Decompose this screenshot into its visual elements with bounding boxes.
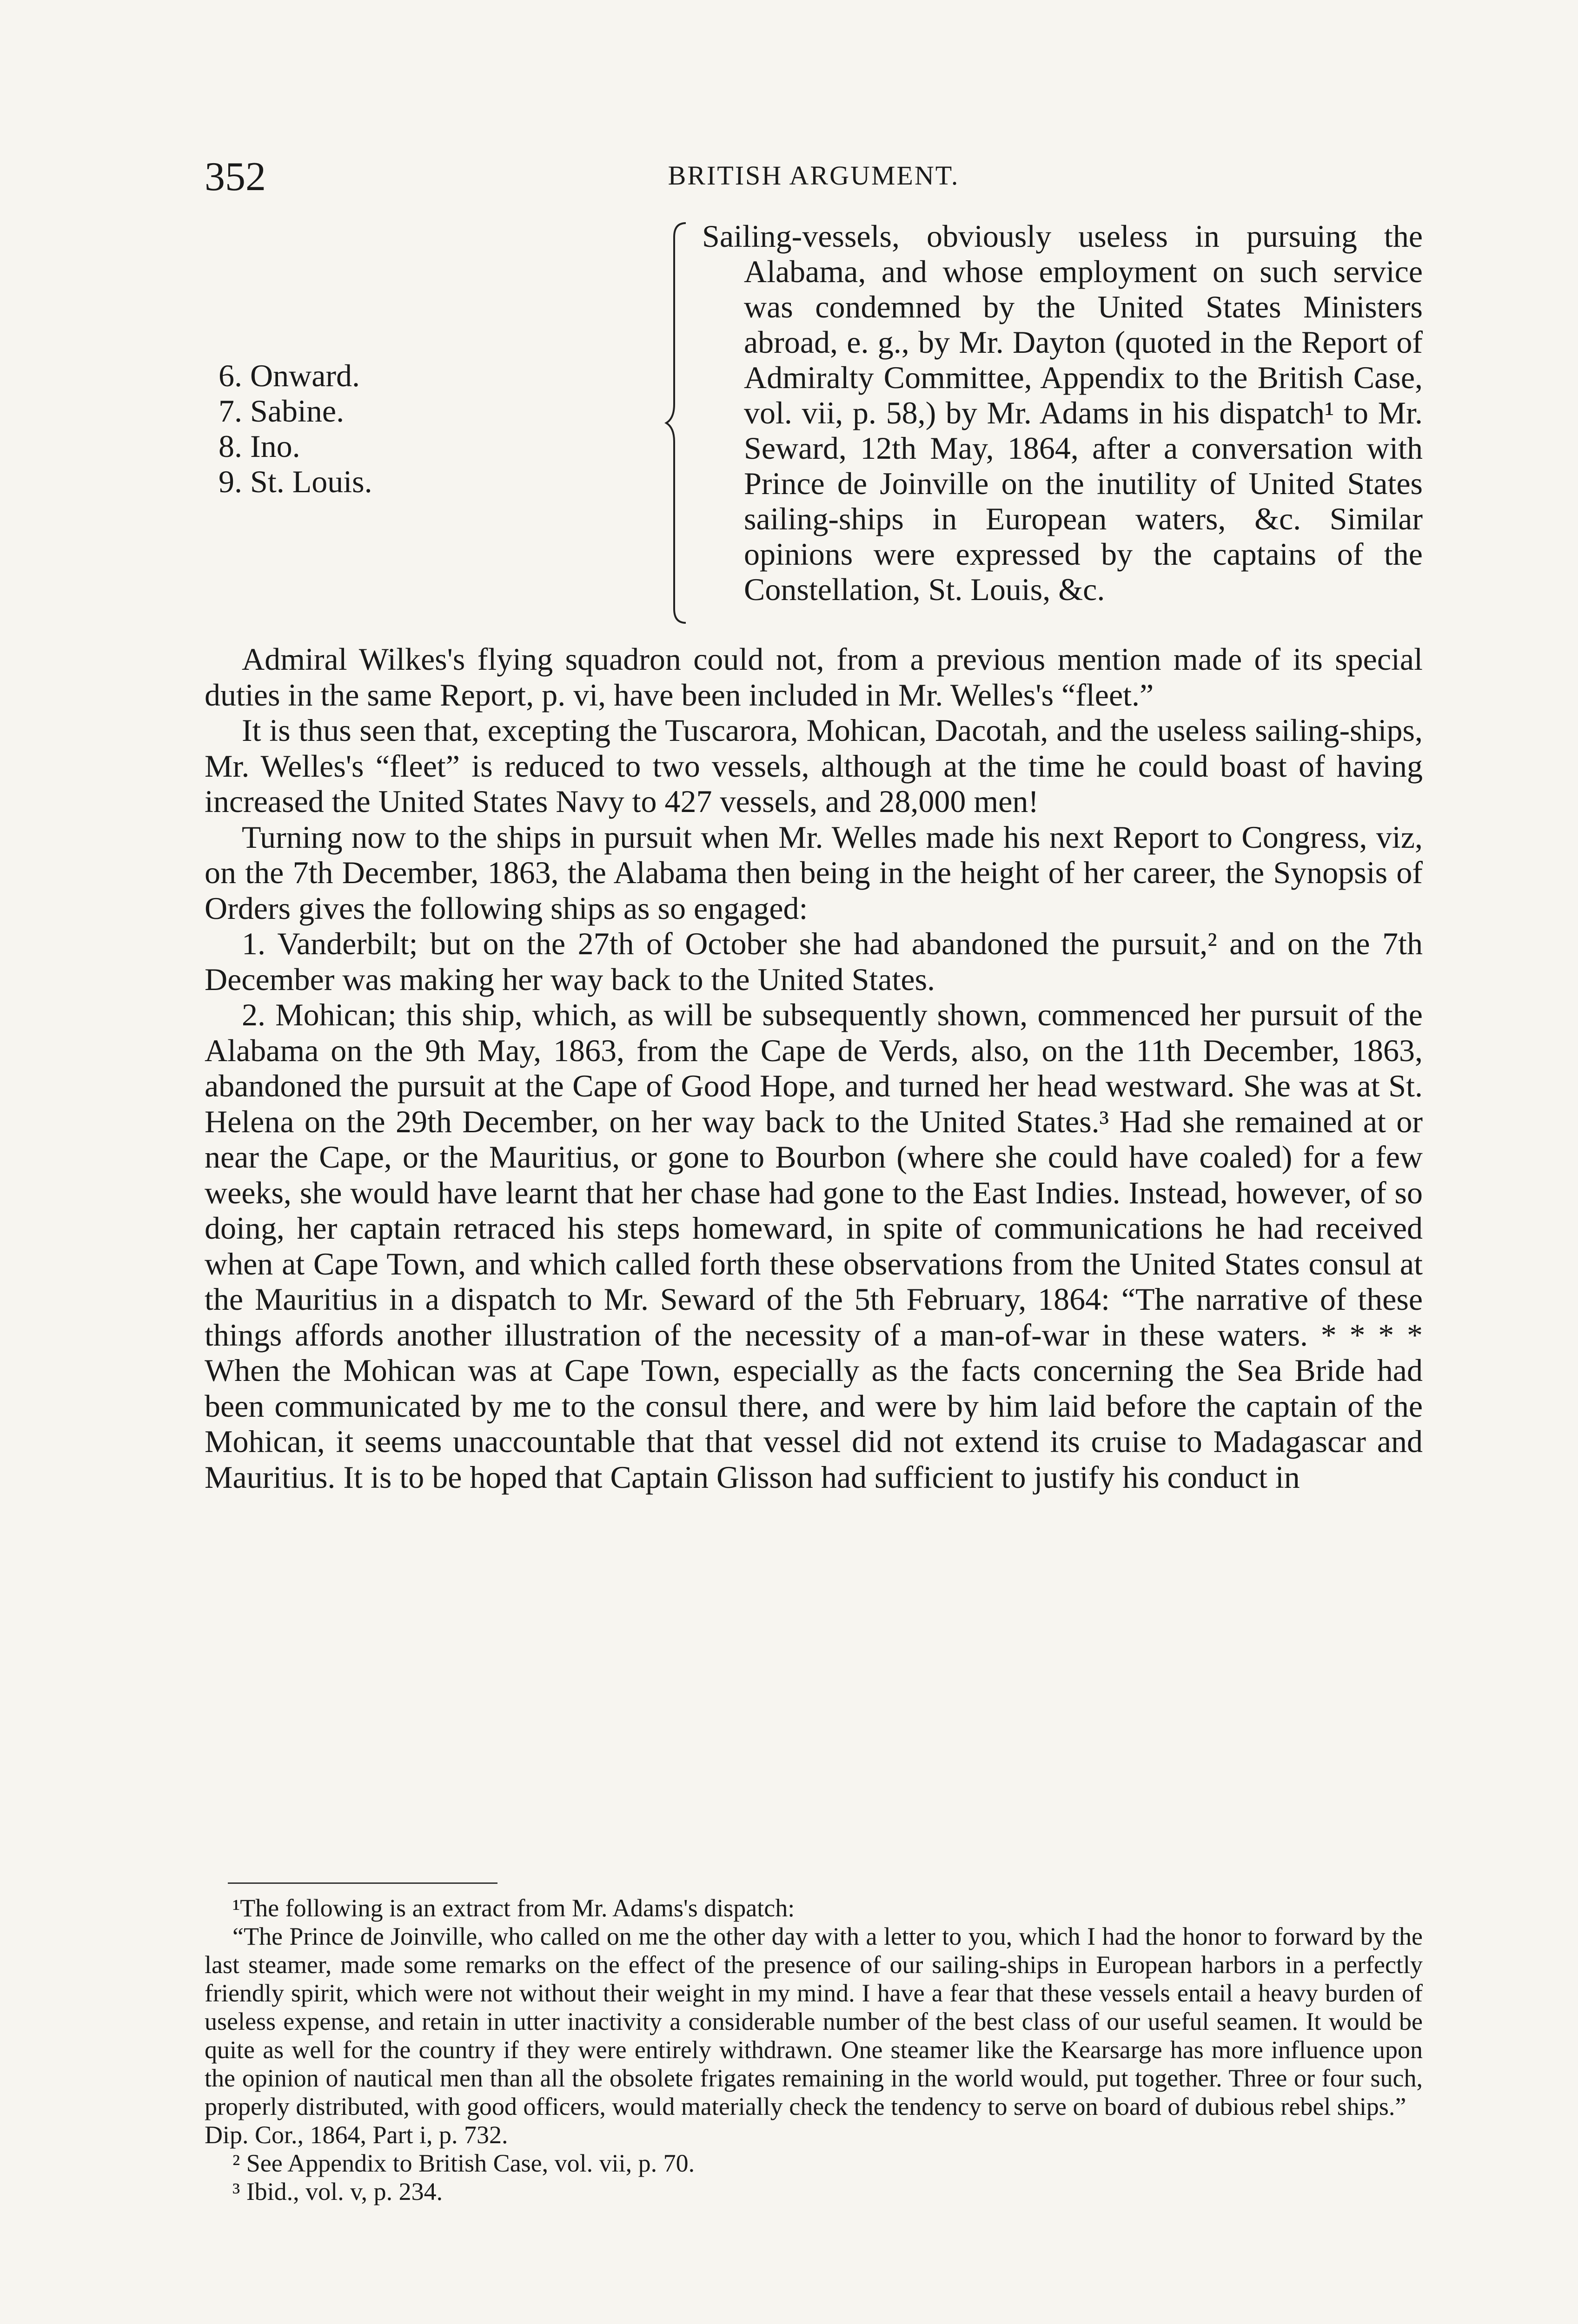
ship-list-item: 9. St. Louis. (219, 464, 372, 499)
page-number: 352 (205, 154, 266, 199)
ship-list-item: 8. Ino. (219, 429, 300, 464)
brace-note-text: Sailing-vessels, obviously useless in pursuing the Alabama, and whose employment on such service was condemned by the United States Ministers abroad, e. g., by Mr. Dayton (quoted in the Report of Admiralty Committee, Appendix to the British Case, vol. vii, p. 58,) by Mr. Adams in his dispatch¹ to Mr. Seward, 12th May, 1864, after a conversation with Prince de Joinville on the inutility of United States sailing-ships in European waters, &c. Similar opinions were expressed by the captains of the Constellation, St. Louis, &c. (702, 218, 1423, 607)
body-text (205, 641, 1423, 1495)
ship-list-item: 7. Sabine. (219, 393, 345, 429)
paragraph: Turning now to the ships in pursuit when Mr. Welles made his next Report to Congress, viz, on the 7th December, 1863, the Alabama then being in the height of her career, the Synopsis of Orders gives the following ships as so engaged: (205, 819, 1423, 926)
paragraph: It is thus seen that, excepting the Tuscarora, Mohican, Dacotah, and the useless sailing-ships, Mr. Welles's “fleet” is reduced to two vessels, although at the time he could boast of having increased the United States Navy to 427 vessels, and 28,000 men! (205, 713, 1423, 819)
footnote: “The Prince de Joinville, who called on me the other day with a letter to you, which I had the honor to forward by the last steamer, made some remarks on the effect of the presence of our sailing-ships in European harbors in a perfectly friendly spirit, which were not without their weight in my mind. I have a fear that these vessels entail a heavy burden of useless expense, and retain in utter inactivity a considerable number of the best class of our useful seamen. It would be quite as well for the country if they were entirely withdrawn. One steamer like the Kearsarge has more influence upon the opinion of nautical men than all the obsolete frigates remaining in the world would, put together. Three or four such, properly distributed, with good officers, would materially check the tendency to serve on board of dubious rebel ships.” (205, 1922, 1423, 2120)
footnote-rule (228, 1882, 497, 1884)
paragraph: Admiral Wilkes's flying squadron could not, from a previous mention made of its special duties in the same Report, p. vi, have been included in Mr. Welles's “fleet.” (205, 641, 1423, 713)
ship-list-block (205, 218, 1423, 637)
brace-note (702, 218, 1423, 607)
footnote: ² See Appendix to British Case, vol. vii, p. 70. (232, 2149, 695, 2177)
footnote: ³ Ibid., vol. v, p. 234. (232, 2178, 443, 2205)
running-head: BRITISH ARGUMENT. (668, 160, 960, 191)
ship-list (219, 358, 656, 499)
paragraph: 1. Vanderbilt; but on the 27th of October she had abandoned the pursuit,² and on the 7th December was making her way back to the United States. (205, 926, 1423, 997)
footnote: Dip. Cor., 1864, Part i, p. 732. (205, 2121, 508, 2149)
page-header (205, 153, 1423, 199)
ship-list-item: 6. Onward. (219, 358, 360, 393)
curly-brace-icon (663, 218, 690, 627)
footnote: ¹The following is an extract from Mr. Adams's dispatch: (232, 1894, 795, 1922)
paragraph: 2. Mohican; this ship, which, as will be subsequently shown, commenced her pursuit of the Alabama on the 9th May, 1863, from the Cape de Verds, also, on the 11th December, 1863, abandoned the pursuit at the Cape of Good Hope, and turned her head westward. She was at St. Helena on the 29th December, on her way back to the United States.³ Had she remained at or near the Cape, or the Mauritius, or gone to Bourbon (where she could have coaled) for a few weeks, she would have learnt that her chase had gone to the East Indies. Instead, however, of so doing, her captain retraced his steps homeward, in spite of communications he had received when at Cape Town, and which called forth these observations from the United States consul at the Mauritius in a dispatch to Mr. Seward of the 5th February, 1864: “The narrative of these things affords another illustration of the necessity of a man-of-war in these waters. * * * * When the Mohican was at Cape Town, especially as the facts concerning the Sea Bride had been communicated by me to the consul there, and were by him laid before the captain of the Mohican, it seems unaccountable that that vessel did not extend its cruise to Madagascar and Mauritius. It is to be hoped that Captain Glisson had sufficient to justify his conduct in (205, 997, 1423, 1495)
footnotes (205, 1894, 1423, 2206)
